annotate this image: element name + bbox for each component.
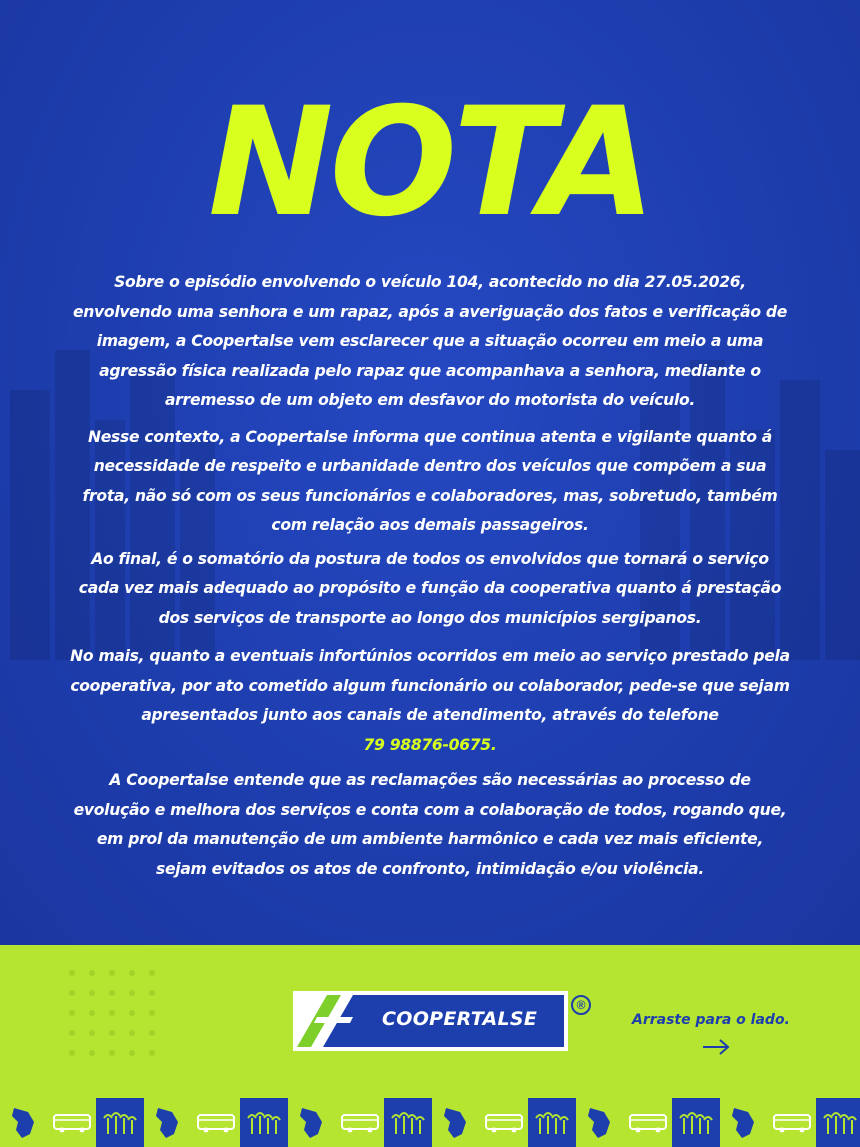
palm-tree-icon (528, 1098, 576, 1147)
dot-pattern (62, 963, 182, 1063)
paragraph-4-text: No mais, quanto a eventuais infortúnios ocorridos em meio ao serviço prestado pela cooperativa, por ato cometido algum funcionário ou colaborador, pede-se que sejam apresentados junto aos canais de atendimento, através do telefone (70, 647, 790, 724)
arrow-right-icon[interactable] (702, 1038, 730, 1056)
state-map-icon (576, 1098, 624, 1147)
palm-tree-icon (384, 1098, 432, 1147)
paragraph-1: Sobre o episódio envolvendo o veículo 104, acontecido no dia 27.05.2026, envolvendo uma senhora e um rapaz, após a averiguação dos fatos e verificação de imagem, a Coopertalse vem esclarecer que a situação ocorreu em meio a uma agressão física realizada pelo rapaz que acompanhava a senhora, mediante o arremesso de um objeto em desfavor do motorista do veículo. (72, 273, 788, 409)
palm-tree-icon (816, 1098, 860, 1147)
bus-icon (48, 1098, 96, 1147)
logo-text: COOPERTALSE (382, 1008, 538, 1030)
palm-tree-icon (672, 1098, 720, 1147)
page-title: NOTA (208, 76, 652, 250)
palm-tree-icon (96, 1098, 144, 1147)
phone-number: 79 98876-0675. (363, 735, 497, 754)
swipe-hint: Arraste para o lado. (632, 1012, 790, 1028)
bus-icon (768, 1098, 816, 1147)
paragraph-4 (70, 642, 790, 760)
palm-tree-icon (240, 1098, 288, 1147)
bus-icon (336, 1098, 384, 1147)
state-map-icon (144, 1098, 192, 1147)
footer-icon-strip (0, 1098, 860, 1147)
paragraph-5: A Coopertalse entende que as reclamações são necessárias ao processo de evolução e melhora dos serviços e conta com a colaboração de todos, rogando que, em prol da manutenção de um ambiente harmônico e cada vez mais eficiente, sejam evitados os atos de confronto, intimidação e/ou violência. (73, 771, 787, 878)
paragraph-3: Ao final, é o somatório da postura de todos os envolvidos que tornará o serviço cada vez mais adequado ao propósito e função da cooperativa quanto á prestação dos serviços de transporte ao longo dos municípios sergipanos. (78, 549, 782, 627)
logo-stripes-icon (297, 995, 377, 1047)
registered-mark: ® (571, 995, 591, 1015)
bus-icon (624, 1098, 672, 1147)
note-body (70, 268, 790, 884)
bus-icon (480, 1098, 528, 1147)
coopertalse-logo (293, 991, 568, 1051)
bus-icon (192, 1098, 240, 1147)
state-map-icon (432, 1098, 480, 1147)
state-map-icon (720, 1098, 768, 1147)
state-map-icon (0, 1098, 48, 1147)
paragraph-2: Nesse contexto, a Coopertalse informa que continua atenta e vigilante quanto á necessidade de respeito e urbanidade dentro dos veículos que compõem a sua frota, não só com os seus funcionários e colaboradores, mas, sobretudo, também com relação aos demais passageiros. (82, 427, 778, 534)
state-map-icon (288, 1098, 336, 1147)
